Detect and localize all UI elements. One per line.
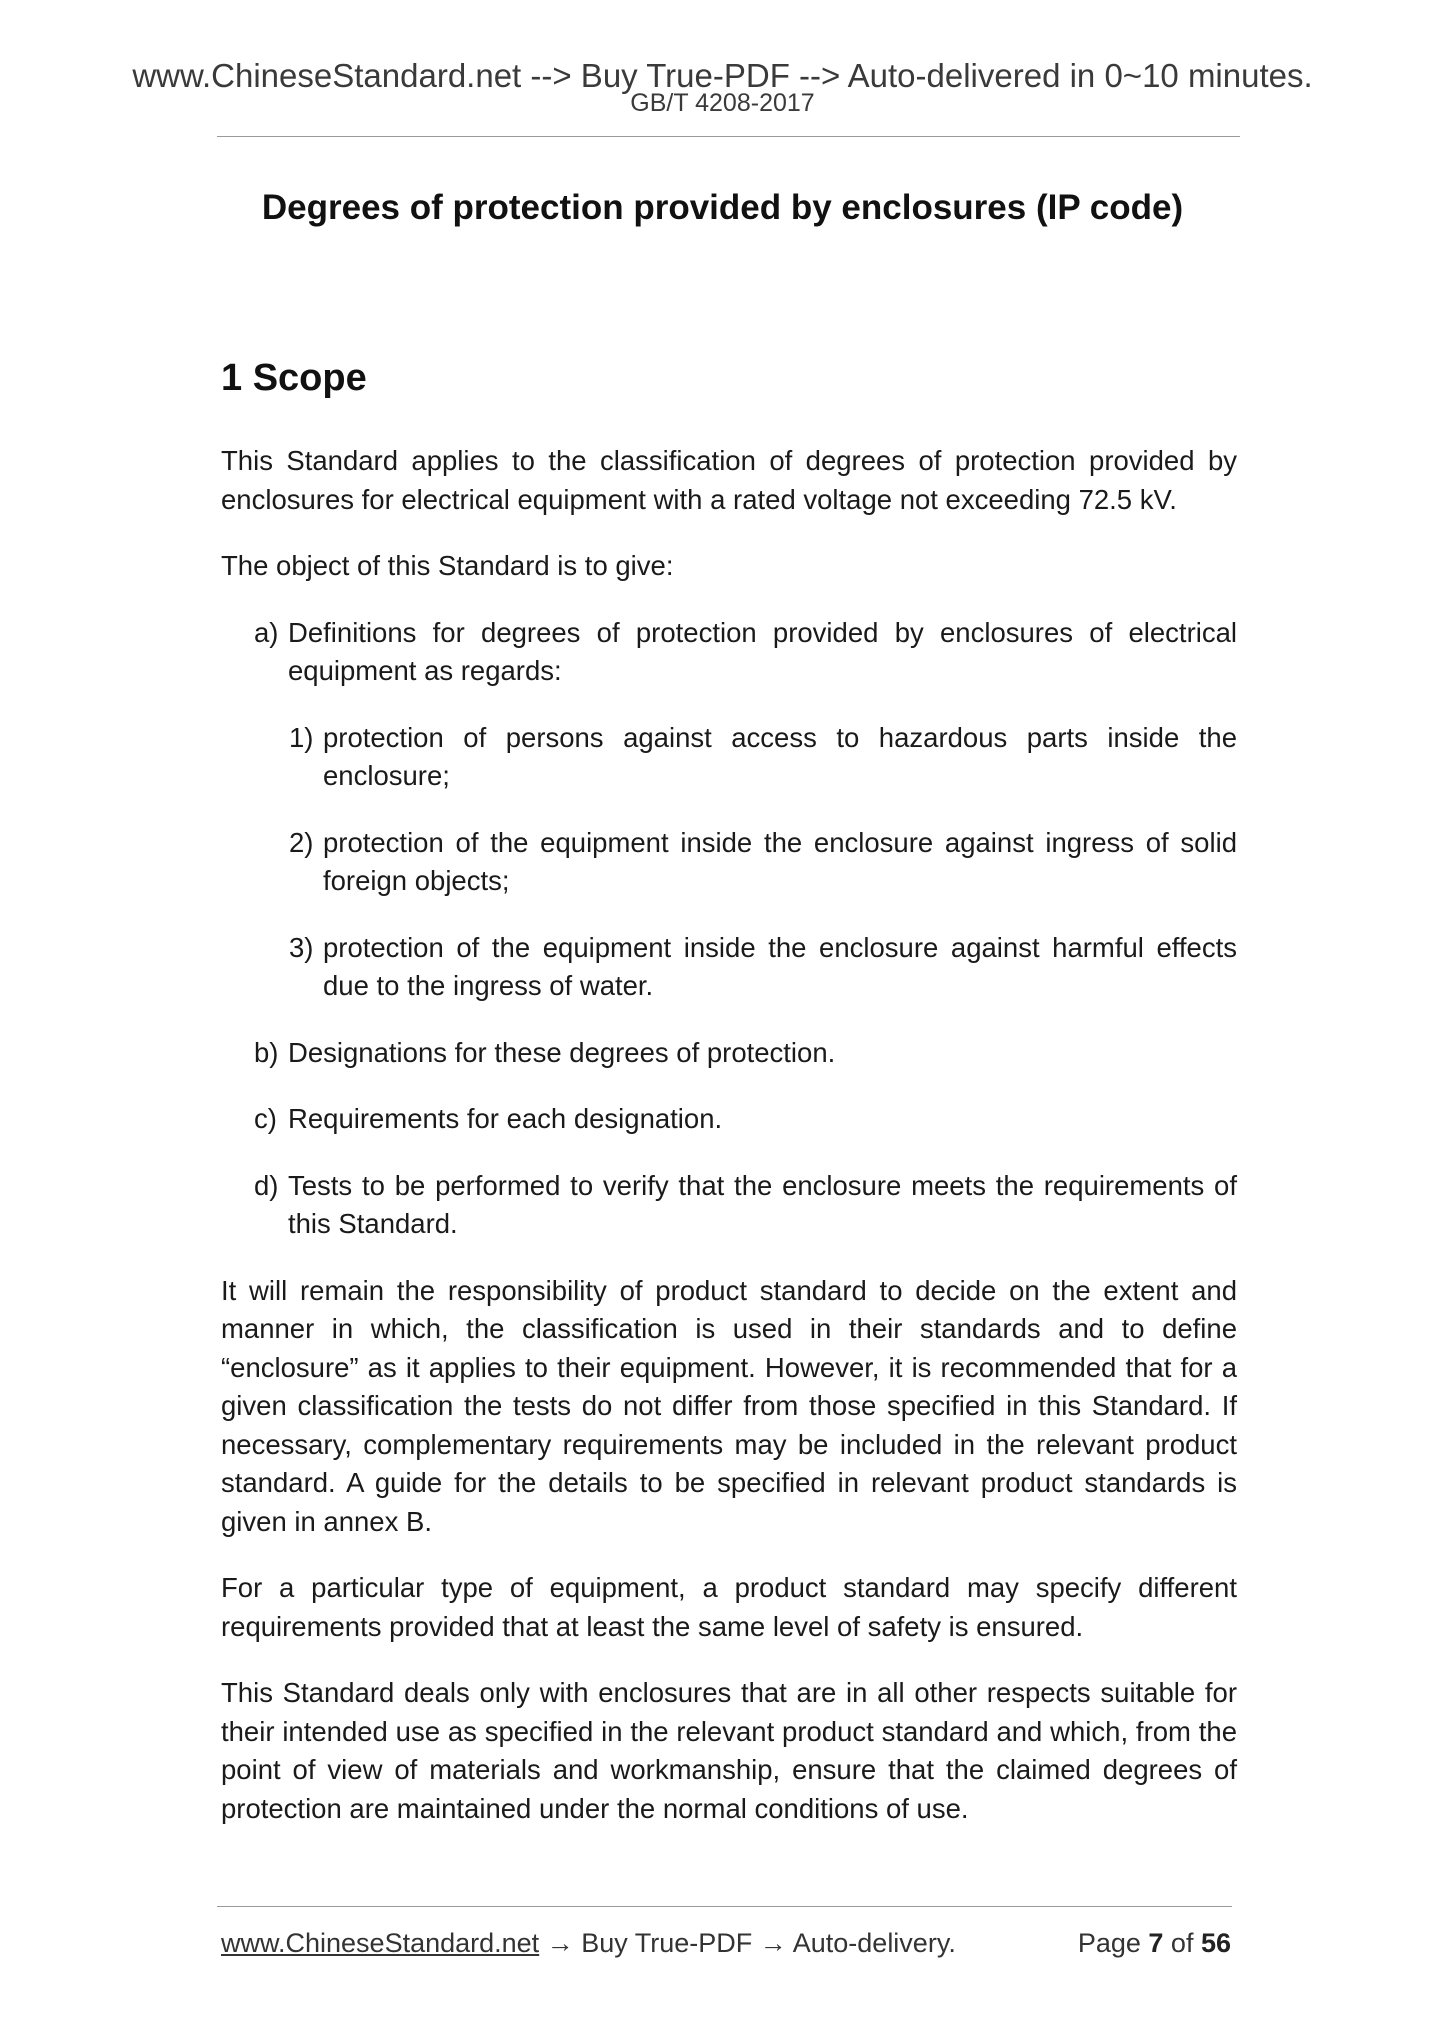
list-item-c	[221, 1100, 1237, 1139]
section-heading: 1 Scope	[221, 357, 367, 399]
list-marker: a)	[254, 616, 279, 648]
list-item-text: Designations for these degrees of protection.	[288, 1036, 836, 1068]
list-marker: 2)	[289, 826, 314, 858]
document-body	[221, 354, 1237, 1856]
list-marker: b)	[254, 1036, 279, 1068]
list-item-a1	[221, 719, 1237, 796]
footer-tagline: → Buy True-PDF → Auto-delivery.	[539, 1928, 956, 1958]
document-number: GB/T 4208-2017	[630, 89, 815, 117]
list-item-text: Requirements for each designation.	[288, 1103, 723, 1134]
list-item-text: protection of the equipment inside the enclosure against harmful effects due to the ingress of water.	[323, 931, 1237, 1001]
list-marker: d)	[254, 1169, 279, 1201]
equipment-type-paragraph: For a particular type of equipment, a product standard may specify different requirements provided that at least the same level of safety is ensured.	[221, 1572, 1237, 1642]
list-item-a3	[221, 929, 1237, 1006]
object-intro-paragraph: The object of this Standard is to give:	[221, 550, 674, 581]
list-marker: 1)	[289, 721, 314, 753]
document-title: Degrees of protection provided by enclosures (IP code)	[261, 188, 1184, 227]
page-of-label: of	[1163, 1928, 1201, 1958]
enclosure-suitability-paragraph: This Standard deals only with enclosures that are in all other respects suitable for their intended use as specified in the relevant product standard and which, from the point of view of materials and workmanship, ensure that the claimed degrees of protection are maintained under the normal conditions of use.	[221, 1677, 1237, 1824]
list-marker: c)	[254, 1103, 277, 1134]
list-item-d	[221, 1167, 1237, 1244]
responsibility-paragraph: It will remain the responsibility of product standard to decide on the extent and manner in which, the classification is used in their standards and to define “enclosure” as it applies to their equipment. However, it is recommended that for a given classification the tests do not differ from those specified in this Standard. If necessary, complementary requirements may be included in the relevant product standard. A guide for the details to be specified in relevant product standards is given in annex B.	[221, 1274, 1237, 1537]
list-marker: 3)	[289, 931, 314, 963]
header-divider	[217, 136, 1240, 137]
footer-divider	[217, 1906, 1232, 1907]
header-banner: www.ChineseStandard.net --> Buy True-PDF --> Auto-delivered in 0~10 minutes.	[132, 57, 1313, 94]
footer-left	[221, 1926, 956, 1960]
list-item-text: Tests to be performed to verify that the enclosure meets the requirements of this Standard.	[288, 1169, 1237, 1239]
page-indicator	[1078, 1926, 1231, 1960]
list-item-text: Definitions for degrees of protection provided by enclosures of electrical equipment as regards:	[288, 616, 1237, 686]
list-item-text: protection of the equipment inside the enclosure against ingress of solid foreign objects;	[323, 826, 1237, 896]
list-item-a2	[221, 824, 1237, 901]
list-item-a	[221, 614, 1237, 691]
footer-site-link[interactable]: www.ChineseStandard.net	[221, 1928, 540, 1958]
list-item-b	[221, 1034, 1237, 1073]
page-total: 56	[1200, 1928, 1231, 1958]
page-current: 7	[1148, 1928, 1164, 1958]
scope-paragraph: This Standard applies to the classification of degrees of protection provided by enclosures for electrical equipment with a rated voltage not exceeding 72.5 kV.	[221, 445, 1237, 515]
list-item-text: protection of persons against access to hazardous parts inside the enclosure;	[323, 721, 1237, 791]
page-label: Page	[1077, 1928, 1149, 1958]
